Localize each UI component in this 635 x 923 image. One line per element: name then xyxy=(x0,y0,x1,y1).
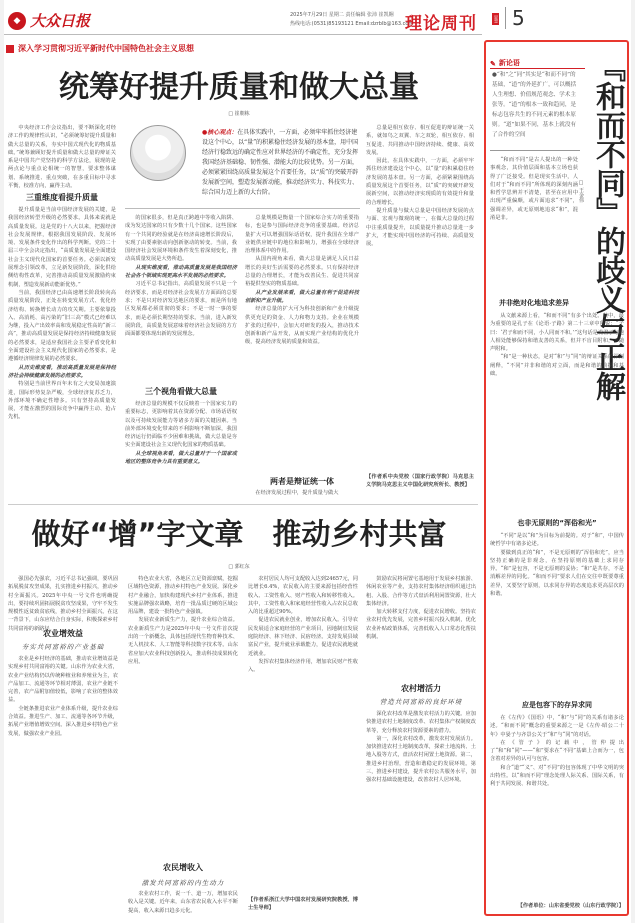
article1-col4 xyxy=(366,124,474,469)
article2-col4 xyxy=(366,575,476,679)
logo-text: 大众日报 xyxy=(30,12,91,30)
lead-sentence: 从历史维度看，推动高质量发展是保持经济社会持续健康发展的必然要求。 xyxy=(8,364,116,379)
body-paragraph: 农村居民人均可支配收入达到24657元，同比增长6.4%，农民收入的主要来源包括经营性收入、工资性收入、财产性收入和转移性收入。其中，工资性收入和家庭经营性收入占农民总收入的比重超过90%。 xyxy=(248,576,358,616)
article1-subhead-2: 三个视角看做大总量 xyxy=(145,387,217,396)
body-paragraph: 促进农民就业创业，增加农民收入。引导农民发展适合家庭经营的产业项目，因地制宜发展庭院经济、林下经济、民宿经济。支持发展县域富民产业，提升就业承载能力，促进农民就地就近就业。 xyxy=(248,617,358,657)
body-paragraph: 在《左传》《国语》中，“和”与“同”的关系有诸多论述。“和而不同”概念的重要来源之一是《左传·昭公二十年》中晏子与齐景公关于“和”与“同”的对话。 xyxy=(490,715,624,738)
article2-headline: 做好“增”字文章 推动乡村共富 xyxy=(31,517,447,551)
article2-subhead-3: 农村增活力 xyxy=(401,684,441,693)
article2-col4b xyxy=(366,710,476,918)
key-viewpoint-label: ●核心观点： xyxy=(202,129,238,136)
sidebar-subhead-3: 应是包容下的存异求同 xyxy=(522,701,592,709)
body-paragraph: 发挥农村集体经济作用，增加农民财产性收入。 xyxy=(248,658,358,674)
logo-emblem-icon: ◆ xyxy=(8,12,26,30)
body-paragraph: 和合“道”“义”、对“不同”的包容体现了中华文明的突出特性。以“和而不同”理念处理人际关系、国际关系，有利于共同发展、和谐共处。 xyxy=(490,764,624,788)
body-paragraph: 总量是相互依存、相互促进的辩证统一关系，就如鸟之双翼、车之双轮，相互依存、相互促进、共同推动中国经济持续、健康、高效发展。 xyxy=(366,125,474,156)
body-paragraph: 因此，在具体实践中，一方面，必须牢牢抓住经济建设这个中心，以“量”的积累稳住经济发展的基本盘。另一方面，必须紧紧围绕高质量发展这个首要任务，以“质”的突破开辟发展新空间，以推动经济实现质的有效提升和量的合理增长。 xyxy=(366,158,474,206)
body-paragraph: 深化农村改革是激发农村活力的关键。应加快推进农村土地制度改革、农村集体产权制度改革等，充分释放农村资源要素的潜力。 xyxy=(366,711,476,734)
keyview-divider xyxy=(125,208,360,209)
article1-byline: □ 崔朝栋 xyxy=(228,111,250,117)
sidebar-col3 xyxy=(490,532,624,700)
body-paragraph: 的国家很多，但是真正跨越中等收入陷阱、成为发达国家的只有少数十几个国家。这些国家有一个共同的经验就是在经济高速增长阶段后，实现了由要素驱动向创新驱动的转变。当前，我国经济社会发展环境和条件发生着深刻变化，推动高质量发展是大势所趋。 xyxy=(125,215,237,263)
section-flag-icon xyxy=(6,45,14,53)
sidebar-lead: ●“和”之“同”其实是“和而不同”的基础，“道”的外延扩广，可以概括人生理想、价值规范观念、学术主张等。“道”的根本一致和趋同，是标志包容共生的不同元素的根本原则。“道”如果不同，基本上就没有了合作的空间 xyxy=(492,72,577,138)
body-paragraph: 农业是乡村经济的基础，推动农业增效益是实现乡村共同富裕的关键。山东作为农业大省，农业产业结构仍以传统种植业和养殖业为主，农产品加工、流通等环节相对薄弱，农业产业链不完善，农产品附加值较低，影响了农业的整体效益。 xyxy=(8,656,118,704)
sidebar-col2 xyxy=(490,312,624,512)
body-paragraph: “和”是一种状态，是对“和”与“同”的辩证关系的深刻阐释，“不同”并非和谐的对立面，而是和谐的前提和基础。 xyxy=(490,354,624,378)
body-paragraph: “和而不同”是古人提出的一种处事观念，其价值层面和基本立场也获得了广泛接受。但是现实生活中，人们对于“和而不同”所体现的深刻内涵和哲学思辨并不清楚，甚至在应用中出现严重偏颇，或片面追求“不同”，强调差异，或无原则地追求“和”，混淆是非。 xyxy=(490,157,578,222)
sidebar-vertical-title: 『和而不同』的歧义与正解 xyxy=(590,52,625,400)
sidebar-author: □ 王金伟 xyxy=(578,180,584,203)
header-divider xyxy=(4,34,482,35)
body-paragraph: 经济总量的扩大可为科技创新和产业升级提供更充足的资金、人力和物力支持。企业在规模扩张的过程中，会加大对研发的投入，推动技术创新和新产品开发，从而实现产业结构的优化升级，提高经济发展的质量和效益。 xyxy=(245,306,359,346)
article2-byline: □ 郭红东 xyxy=(228,564,250,570)
body-paragraph: 特色农业大省，各地区立足资源禀赋，挖掘区域特色资源，推动乡村特色产业发展。深化乡村产业融合，加快构建现代乡村产业体系，推进实施品牌强农战略，培育一批品质过硬的区域公用品牌，建设一批特色产业强镇。 xyxy=(128,576,238,616)
article1-col2 xyxy=(125,214,237,384)
body-paragraph: 在经济发展过程中，提升质量与做大 xyxy=(255,490,339,496)
body-paragraph: 提升质量与做大总量是中国经济发展的点与面、宏观与微观的统一，在做大总量的过程中注重质量提升，以质量提升推动总量进一步扩大，才能实现中国经济的可持续、高质量发展。 xyxy=(366,207,474,248)
masthead-logo xyxy=(8,10,90,31)
body-paragraph: 特别是当前世界百年未有之大变局加速演进，国际形势复杂严峻，全球经济复苏乏力，外部环境不确定性增多。只有坚持高质量发展，才能在激烈的国际竞争中赢得主动、抢占先机。 xyxy=(8,381,116,421)
date-line: 2025年7月29日 星期二 责任编辑 张沛 崔凯翱 xyxy=(290,12,394,18)
lead-sentence: 从全球视角来看，做大总量对于一个国家或地区的整体竞争力具有重要意义。 xyxy=(125,450,237,466)
contact-line: 热线电话:(0531)85193121 Email:dzrblb@163.com xyxy=(290,21,414,27)
body-paragraph: 习近平总书记指出，高质量发展不只是一个经济要求，而是对经济社会发展方方面面的总要求；不是只对经济发达地区的要求，而是所有地区发展都必须贯彻的要求；不是一时一事的要求，而是必须长期坚持的要求。当前，进入新发展阶段，高质量发展意味着经济社会发展的方方面面都要体现出新的发展理念。 xyxy=(125,281,237,338)
lead-sentence: 从产业发展来看，做大总量有利于促进科技创新和产业升级。 xyxy=(245,289,359,304)
body-paragraph: 要做到真正的“和”，不是无原则的“浑俗和光”，应当坚持正确的是非观念，在坚持原则的基础上求同存异。“和”是包容，不是无原则的妥协；“和”是共存，不是消解差异的同化。“和而不同”要求人们在交往中既要尊重差异，又要坚守原则，以求同存异的态度追求更高层次的和谐。 xyxy=(490,549,624,598)
article2-subhead-1: 农业增效益 xyxy=(43,629,83,638)
article2-author-note: 【作者系浙江大学中国农村发展研究院教授、博士生导师】 xyxy=(248,897,358,912)
article1-author-note: 【作者系中央党校（国家行政学院）马克思主义学院马克思主义中国化研究所所长、教授】 xyxy=(366,474,474,489)
body-paragraph: 强国必先强农，习近平总书记强调，要巩固拓展脱贫攻坚成果，扎实推进乡村振兴，推动乡村全面振兴。2025年中央一号文件也明确提出，要持续巩固拓展脱贫攻坚成果，守牢不发生规模性返贫致贫底线，推动乡村全面振兴。在这一背景下，山东应结合自身实际，积极探索乡村共同富裕的新路径。 xyxy=(8,576,118,632)
section-brand: 理论周刊 xyxy=(405,14,477,34)
body-paragraph: “不同”是以“和”为目标为前提的。对于“和”，中国传统哲学中有诸多论述。 xyxy=(490,533,624,548)
article-divider xyxy=(8,504,478,505)
sidebar-author-note: 【作者单位：山东省委党校（山东行政学院）】 xyxy=(517,903,624,909)
section-label-text: 深入学习贯彻习近平新时代中国特色社会主义思想 xyxy=(18,44,194,53)
body-paragraph: 全链条推进农业产业体系升级，提升农业综合效益。推进生产、加工、流通等各环节升级，拓展产业增值增效空间。深入推进乡村特色产业发展，做强农业产业园。 xyxy=(8,705,118,737)
body-paragraph: 当前，我国经济已由高速增长阶段转向高质量发展阶段，正处在转变发展方式、优化经济结构、转换增长动力的攻关期。主要依靠投入、高消耗、高污染的“旧三高”模式已经难以为继，投入产出效率高和发展稳定性高的“新三高”，推动高质量发展是保持经济持续健康发展的必然要求，是适应我国社会主要矛盾变化和全面建设社会主义现代化国家的必然要求，是遵循经济规律发展的必然要求。 xyxy=(8,289,116,363)
article2-col1-intro xyxy=(8,575,118,632)
sidebar-subhead-1: 并非绝对化地追求差异 xyxy=(499,299,569,307)
article1-col1 xyxy=(8,206,116,496)
sidebar-section-text: 新论语 xyxy=(498,58,520,67)
body-paragraph: 在《管子》的记载中，管仲提出了“和”和“同”——“和”要求在“不同”基础上合而为一，包含着对差异的认可与包容。 xyxy=(490,739,624,763)
article2-subhead-1-sub: 夯实共同富裕的产业基础 xyxy=(21,643,105,651)
body-paragraph: 农业农村工作，说一千、道一万，增加农民收入是关键。近年来，山东省农民收入水平不断提高，收入来源日趋多元化。 xyxy=(128,891,238,914)
brand-badge: 思想 xyxy=(494,15,499,23)
article2-col2 xyxy=(128,575,238,855)
key-viewpoint xyxy=(202,128,362,198)
lead-sentence: 从现实维度看，推动高质量发展是我国经济社会各个领域实现更高水平发展的必然要求。 xyxy=(125,264,237,280)
article1-subhead-3: 两者是辩证统一体 xyxy=(270,477,334,486)
article1-col3b xyxy=(245,489,359,499)
article2-col2b xyxy=(128,890,238,918)
body-paragraph: 加大转移支付力度，促进农民增收。坚持农业农村优先发展，完善乡村振兴投入机制，优化农业补贴政策体系，完善低收入人口常态化帮扶机制。 xyxy=(366,609,476,641)
sidebar-col1 xyxy=(490,156,578,306)
article2-subhead-3-sub: 营造共同富裕的良好环境 xyxy=(379,698,463,706)
key-viewpoint-text: 在具体实践中，一方面，必须牢牢抓住经济建设这个中心，以“量”的积累稳住经济发展的基本盘，用中国经济行稳致远的确定性应对世界经济的不确定性，充分发挥我国经济基础稳、韧性强、潜能大的比较优势。另一方面，必须紧紧围绕高质量发展这个首要任务，以“质”的突破开辟发展新空间，塑造发展新动能，推动经济实力、科技实力、综合国力迈上新的大台阶。 xyxy=(202,129,359,196)
article2-subhead-2-sub: 激发共同富裕的内生动力 xyxy=(141,879,225,887)
body-paragraph: 从国内视角来看，做大总量是满足人民日益增长的美好生活需要的必然要求。只有保持经济总量的合理增长，才能为改善民生、促进共同富裕提供坚实的物质基础。 xyxy=(245,256,359,288)
article2-col3 xyxy=(248,575,358,893)
sidebar-lead-divider xyxy=(490,150,580,151)
section-label xyxy=(6,43,194,54)
body-paragraph: 中央经济工作会议指出，要不断深化对经济工作的规律性认识，“必须统筹好提升质量和做大总量的关系，夯实中国式现代化的物质基础。”统筹兼顾好提升质量和做大总量的辩证关系是中国共产党坚持的科学方法论，展现的是两点论与重点论相统一的智慧，要求整体谋划、系统推进、重点突破，在多重目标中寻求平衡，校准方向，赢得主动。 xyxy=(8,125,116,190)
author-portrait xyxy=(130,125,186,181)
body-paragraph: 经济总量的规模不仅反映着一个国家实力的重要标志，更影响着其在资源分配、市场话语权以及可持续发展能力等诸多方面的关键因素。当前外部环境变化带来的不利影响不断加深，我国经济运行仍面临不少困难和挑战，做大总量是夯实全面建设社会主义现代化国家的物质基础。 xyxy=(125,401,237,449)
article1-subhead-1: 三重维度看提升质量 xyxy=(26,193,98,202)
article2-col1 xyxy=(8,655,118,917)
article1-col2b xyxy=(125,400,237,496)
body-paragraph: 鼓励农民将闲置宅基地用于发展乡村旅游、休闲农业等产业，支持农村集体经济组织通过出租、入股、合作等方式盘活利用闲置资源，壮大集体经济。 xyxy=(366,576,476,607)
body-paragraph: 第一，深化农村改革，激发农村发展活力。加快推进农村土地制度改革，探索土地流转、土地入股等方式，盘活农村闲置土地资源。第二，推进乡村治理，营造和谐稳定的发展环境。第三，推进乡村建设，提升农村公共服务水平，加强农村基础设施建设，改善农村人居环境。 xyxy=(366,735,476,784)
issue-meta xyxy=(290,11,413,29)
article2-subhead-2: 农民增收入 xyxy=(163,863,203,872)
body-paragraph: 总量规模是衡量一个国家综合实力的重要指标，也是参与国际经济竞争的重要基础。经济总量扩大可以增强国际话语权，提升我国在全球产业链供应链中的地位和影响力，增强在全球经济治理体系中的作用。 xyxy=(245,215,359,255)
sidebar-col4 xyxy=(490,714,624,900)
sidebar-subhead-2: 也非无原则的“浑俗和光” xyxy=(517,519,597,527)
body-paragraph: 提升质量是当前中国经济发展的关键，是我国经济转型升级的必然要求。具体来说就是高质量发展。这是党的十八大以来，把握经济社会发展规律，根据我国发展阶段、发展环境、发展条件变化作出的科学判断。党的二十届三中全会决定指出，“高质量发展是全面建设社会主义现代化国家的首要任务。必须以新发展理念引领改革，立足新发展阶段，深化供给侧结构性改革，完善推动高质量发展激励约束机制，塑造发展新动能新优势。” xyxy=(8,207,116,288)
page-number: 5 xyxy=(505,7,525,29)
body-paragraph: 从文献来源上看，“和而不同”有多个出处。其中，最为重要的是孔子在《论语·子路》第二十三章中所说：“子曰：‘君子和而不同，小人同而不和。’”这句话是说君子与他人相处能够保持和谐友善的关系，但并不盲目附和，不随声附和。 xyxy=(490,313,624,353)
body-paragraph: 发展农业新质生产力，提升农业综合效益。农业新质生产力是2025年中央一号文件首次提出的一个新概念，具体包括现代生物育种技术、无人机技术、人工智能等科技数字技术等。山东省应加大农业科技创新投入，推动科技成果转化应用。 xyxy=(128,617,238,665)
sidebar-section-icon: ✎ xyxy=(490,58,496,68)
article1-intro xyxy=(8,124,116,190)
sidebar-section-label xyxy=(490,58,585,69)
article1-col3 xyxy=(245,214,359,472)
article1-headline: 统筹好提升质量和做大总量 xyxy=(59,70,419,105)
